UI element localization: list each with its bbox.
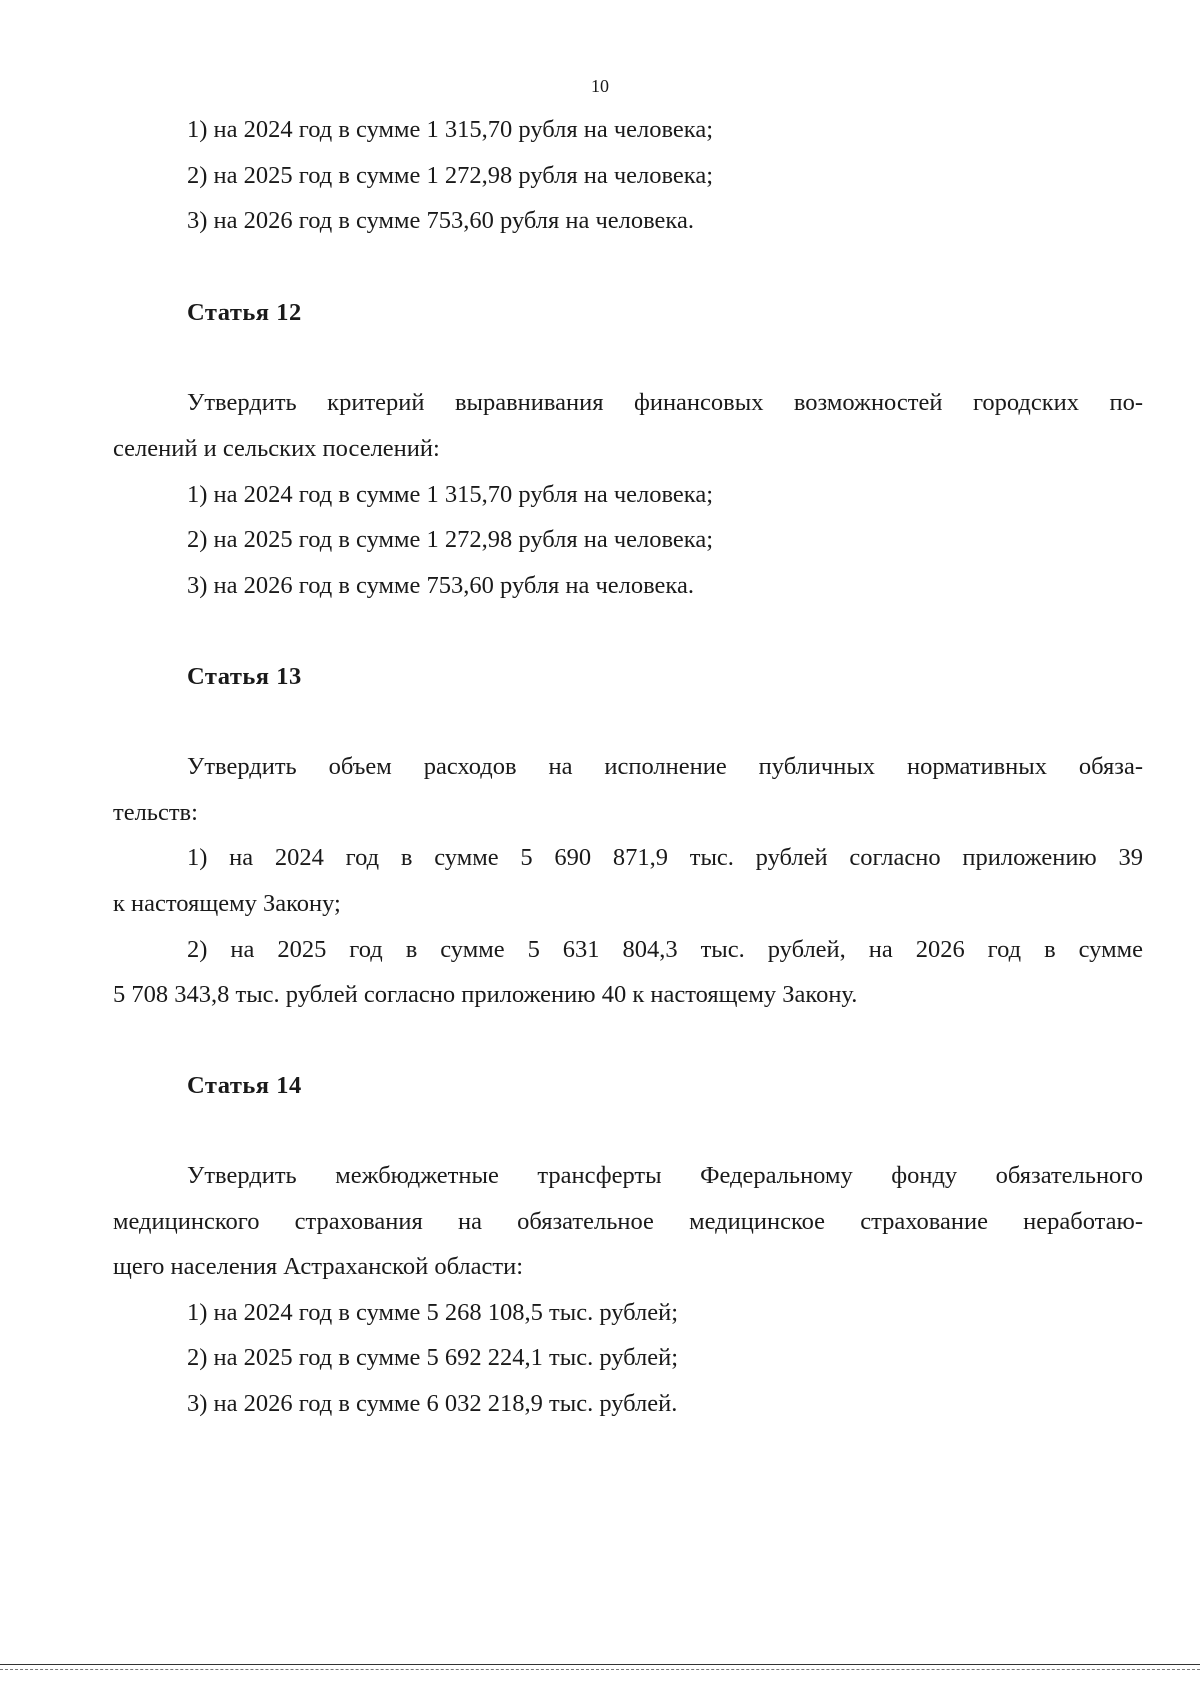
page-number: 10 [591, 76, 609, 96]
article-12-heading: Статья 12 [187, 299, 302, 326]
list-item: 1) на 2024 год в сумме 5 268 108,5 тыс. рублей; [187, 1299, 679, 1326]
article-14-intro-line: щего населения Астраханской области: [113, 1253, 524, 1280]
article-14-intro-line: медицинского страхования на обязательное медицинское страхование неработаю- [113, 1208, 1143, 1235]
article-13-heading: Статья 13 [187, 663, 302, 690]
article-12-intro-line: Утвердить критерий выравнивания финансовых возможностей городских по- [187, 389, 1143, 416]
list-item: 3) на 2026 год в сумме 753,60 рубля на человека. [187, 572, 694, 599]
article-13-intro-line: тельств: [113, 799, 198, 826]
page-bottom-rule-secondary [0, 1669, 1200, 1670]
article-14-intro-line: Утвердить межбюджетные трансферты Федеральному фонду обязательного [187, 1162, 1143, 1189]
list-item-continuation: 5 708 343,8 тыс. рублей согласно приложению 40 к настоящему Закону. [113, 981, 858, 1008]
article-14-heading: Статья 14 [187, 1072, 302, 1099]
article-12-intro-line: селений и сельских поселений: [113, 435, 440, 462]
list-item: 1) на 2024 год в сумме 5 690 871,9 тыс. рублей согласно приложению 39 [187, 844, 1143, 871]
page-bottom-rule [0, 1664, 1200, 1665]
list-item: 3) на 2026 год в сумме 6 032 218,9 тыс. рублей. [187, 1390, 678, 1417]
list-item-continuation: к настоящему Закону; [113, 890, 341, 917]
list-item: 3) на 2026 год в сумме 753,60 рубля на человека. [187, 207, 694, 234]
list-item: 2) на 2025 год в сумме 1 272,98 рубля на человека; [187, 526, 714, 553]
article-13-intro-line: Утвердить объем расходов на исполнение публичных нормативных обяза- [187, 753, 1143, 780]
list-item: 2) на 2025 год в сумме 1 272,98 рубля на человека; [187, 162, 714, 189]
list-item: 2) на 2025 год в сумме 5 631 804,3 тыс. рублей, на 2026 год в сумме [187, 936, 1143, 963]
list-item: 2) на 2025 год в сумме 5 692 224,1 тыс. рублей; [187, 1344, 679, 1371]
list-item: 1) на 2024 год в сумме 1 315,70 рубля на человека; [187, 481, 714, 508]
list-item: 1) на 2024 год в сумме 1 315,70 рубля на человека; [187, 116, 714, 143]
